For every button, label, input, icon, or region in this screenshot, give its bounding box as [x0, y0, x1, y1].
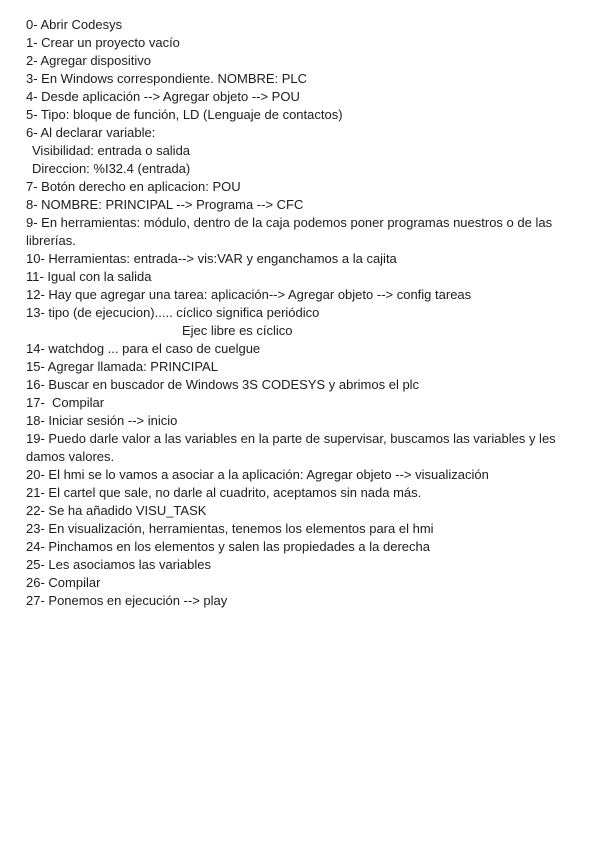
step-line: 17- Compilar	[26, 395, 105, 410]
step-line: 9- En herramientas: módulo, dentro de la caja podemos poner programas nuestros o de las librerías.	[26, 215, 556, 248]
step-line: 26- Compilar	[26, 575, 101, 590]
sub-line: Visibilidad: entrada o salida	[32, 143, 191, 158]
step-line: 12- Hay que agregar una tarea: aplicación--> Agregar objeto --> config tareas	[26, 287, 472, 302]
notes-document	[26, 16, 574, 610]
step-line: 0- Abrir Codesys	[26, 17, 123, 32]
step-line: 7- Botón derecho en aplicacion: POU	[26, 179, 241, 194]
step-line: 18- Iniciar sesión --> inicio	[26, 413, 178, 428]
step-line: 2- Agregar dispositivo	[26, 53, 152, 68]
step-line: 15- Agregar llamada: PRINCIPAL	[26, 359, 218, 374]
step-line: 19- Puedo darle valor a las variables en la parte de supervisar, buscamos las variables y les damos valores.	[26, 431, 560, 464]
step-line: 16- Buscar en buscador de Windows 3S CODESYS y abrimos el plc	[26, 377, 420, 392]
sub-line: Direccion: %I32.4 (entrada)	[32, 161, 191, 176]
step-line: 11- Igual con la salida	[26, 269, 152, 284]
step-line: 1- Crear un proyecto vacío	[26, 35, 180, 50]
step-line: 10- Herramientas: entrada--> vis:VAR y enganchamos a la cajita	[26, 251, 397, 266]
step-line: 13- tipo (de ejecucion)..... cíclico significa periódico	[26, 305, 320, 320]
step-line: 8- NOMBRE: PRINCIPAL --> Programa --> CFC	[26, 197, 304, 212]
step-line: 4- Desde aplicación --> Agregar objeto --> POU	[26, 89, 300, 104]
step-line: 21- El cartel que sale, no darle al cuadrito, aceptamos sin nada más.	[26, 485, 422, 500]
step-line: 5- Tipo: bloque de función, LD (Lenguaje de contactos)	[26, 107, 343, 122]
step-line: 23- En visualización, herramientas, tenemos los elementos para el hmi	[26, 521, 434, 536]
step-line: 14- watchdog ... para el caso de cuelgue	[26, 341, 261, 356]
step-line: 24- Pinchamos en los elementos y salen las propiedades a la derecha	[26, 539, 430, 554]
step-line: 20- El hmi se lo vamos a asociar a la aplicación: Agregar objeto --> visualización	[26, 467, 489, 482]
step-line: 27- Ponemos en ejecución --> play	[26, 593, 228, 608]
sub-line: Ejec libre es cíclico	[182, 323, 293, 338]
step-line: 22- Se ha añadido VISU_TASK	[26, 503, 207, 518]
step-line: 3- En Windows correspondiente. NOMBRE: PLC	[26, 71, 308, 86]
step-line: 6- Al declarar variable:	[26, 125, 156, 140]
step-line: 25- Les asociamos las variables	[26, 557, 211, 572]
